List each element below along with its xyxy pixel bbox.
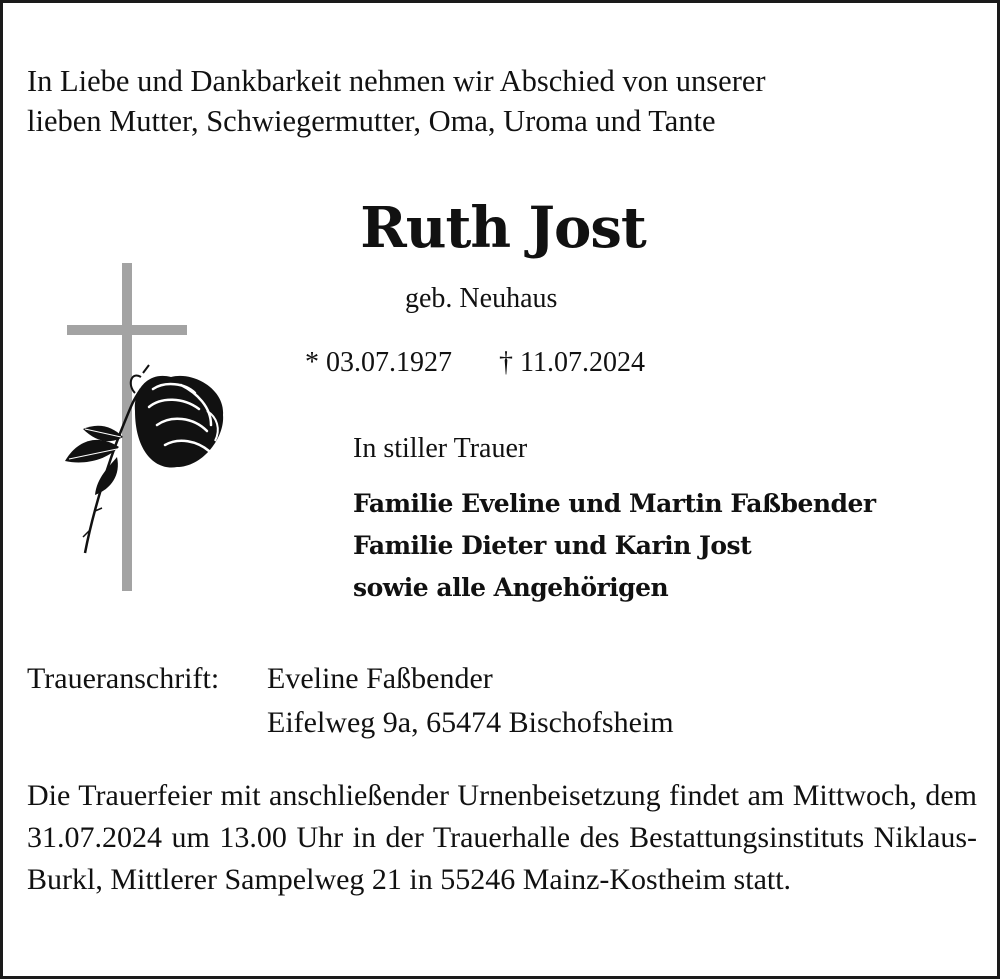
mourning-line: In stiller Trauer	[353, 433, 528, 464]
families-list	[353, 483, 876, 609]
address-label: Traueranschrift:	[27, 662, 220, 695]
intro-line-1: In Liebe und Dankbarkeit nehmen wir Abschied von unserer	[27, 64, 766, 98]
cross-with-rose-icon	[61, 261, 231, 593]
family-line: Familie Eveline und Martin Faßbender	[353, 489, 876, 518]
life-dates	[305, 345, 645, 381]
intro-text	[27, 61, 967, 141]
family-line: sowie alle Angehörigen	[353, 573, 669, 602]
maiden-name: geb. Neuhaus	[405, 283, 558, 314]
rose-leaf	[95, 457, 118, 495]
birth-date: * 03.07.1927	[305, 347, 452, 378]
deceased-name: Ruth Jost	[360, 195, 646, 261]
intro-line-2: lieben Mutter, Schwiegermutter, Oma, Uroma und Tante	[27, 104, 716, 138]
death-date: † 11.07.2024	[499, 347, 645, 378]
rose-bloom	[131, 365, 223, 468]
cross-horizontal-bar	[67, 325, 187, 335]
ceremony-info: Die Trauerfeier mit anschließender Urnenbeisetzung findet am Mittwoch, dem 31.07.2024 um 13.00 Uhr in der Trauerhalle des Bestattungsinstituts Niklaus-Burkl, Mittlerer Sampelweg 21 in 55246 Mainz-Kostheim statt.	[27, 779, 977, 896]
mourning-address	[27, 657, 674, 745]
address-street: Eifelweg 9a, 65474 Bischofsheim	[267, 706, 674, 739]
address-name: Eveline Faßbender	[267, 662, 493, 695]
family-line: Familie Dieter und Karin Jost	[353, 531, 752, 560]
